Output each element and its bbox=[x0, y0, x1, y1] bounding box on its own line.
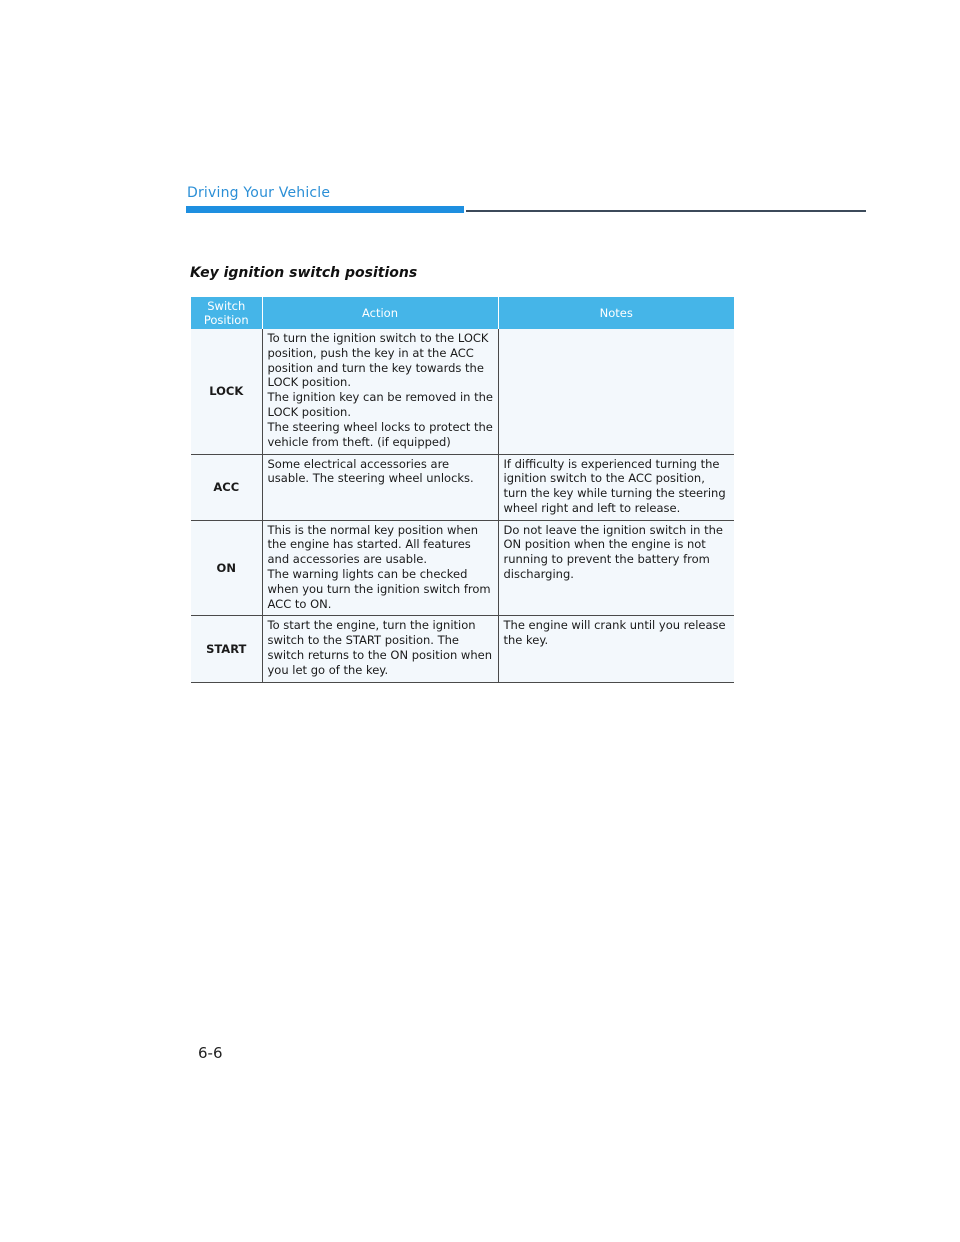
position-cell: ON bbox=[191, 520, 262, 616]
notes-cell: Do not leave the ignition switch in the ON position when the engine is not running to prevent the battery from discharging. bbox=[498, 520, 734, 616]
action-cell: This is the normal key position when the engine has started. All features and accessories are usable. The warning lights can be checked when you turn the ignition switch from ACC to ON. bbox=[262, 520, 498, 616]
column-header-position: Switch Position bbox=[191, 297, 262, 329]
notes-cell: If difficulty is experienced turning the ignition switch to the ACC position, turn the key while turning the steering wheel right and left to release. bbox=[498, 454, 734, 520]
section-title: Driving Your Vehicle bbox=[187, 185, 331, 201]
table-heading: Key ignition switch positions bbox=[190, 265, 418, 281]
action-cell: Some electrical accessories are usable. The steering wheel unlocks. bbox=[262, 454, 498, 520]
ignition-positions-table bbox=[191, 297, 734, 683]
column-header-notes: Notes bbox=[498, 297, 734, 329]
table-row-lock bbox=[191, 329, 734, 454]
position-cell: ACC bbox=[191, 454, 262, 520]
notes-cell bbox=[498, 329, 734, 454]
table-row-on bbox=[191, 520, 734, 616]
action-cell: To start the engine, turn the ignition switch to the START position. The switch returns to the ON position when you let go of the key. bbox=[262, 616, 498, 682]
table-row-start bbox=[191, 616, 734, 682]
column-header-action: Action bbox=[262, 297, 498, 329]
table-header-row bbox=[191, 297, 734, 329]
position-cell: START bbox=[191, 616, 262, 682]
header-accent-bar bbox=[186, 206, 464, 213]
notes-cell: The engine will crank until you release the key. bbox=[498, 616, 734, 682]
action-cell: To turn the ignition switch to the LOCK position, push the key in at the ACC position and turn the key towards the LOCK position. The ignition key can be removed in the LOCK position. The steering wheel locks to protect the vehicle from theft. (if equipped) bbox=[262, 329, 498, 454]
table-row-acc bbox=[191, 454, 734, 520]
position-cell: LOCK bbox=[191, 329, 262, 454]
page-number: 6-6 bbox=[198, 1044, 223, 1062]
header-divider-line bbox=[466, 210, 866, 212]
